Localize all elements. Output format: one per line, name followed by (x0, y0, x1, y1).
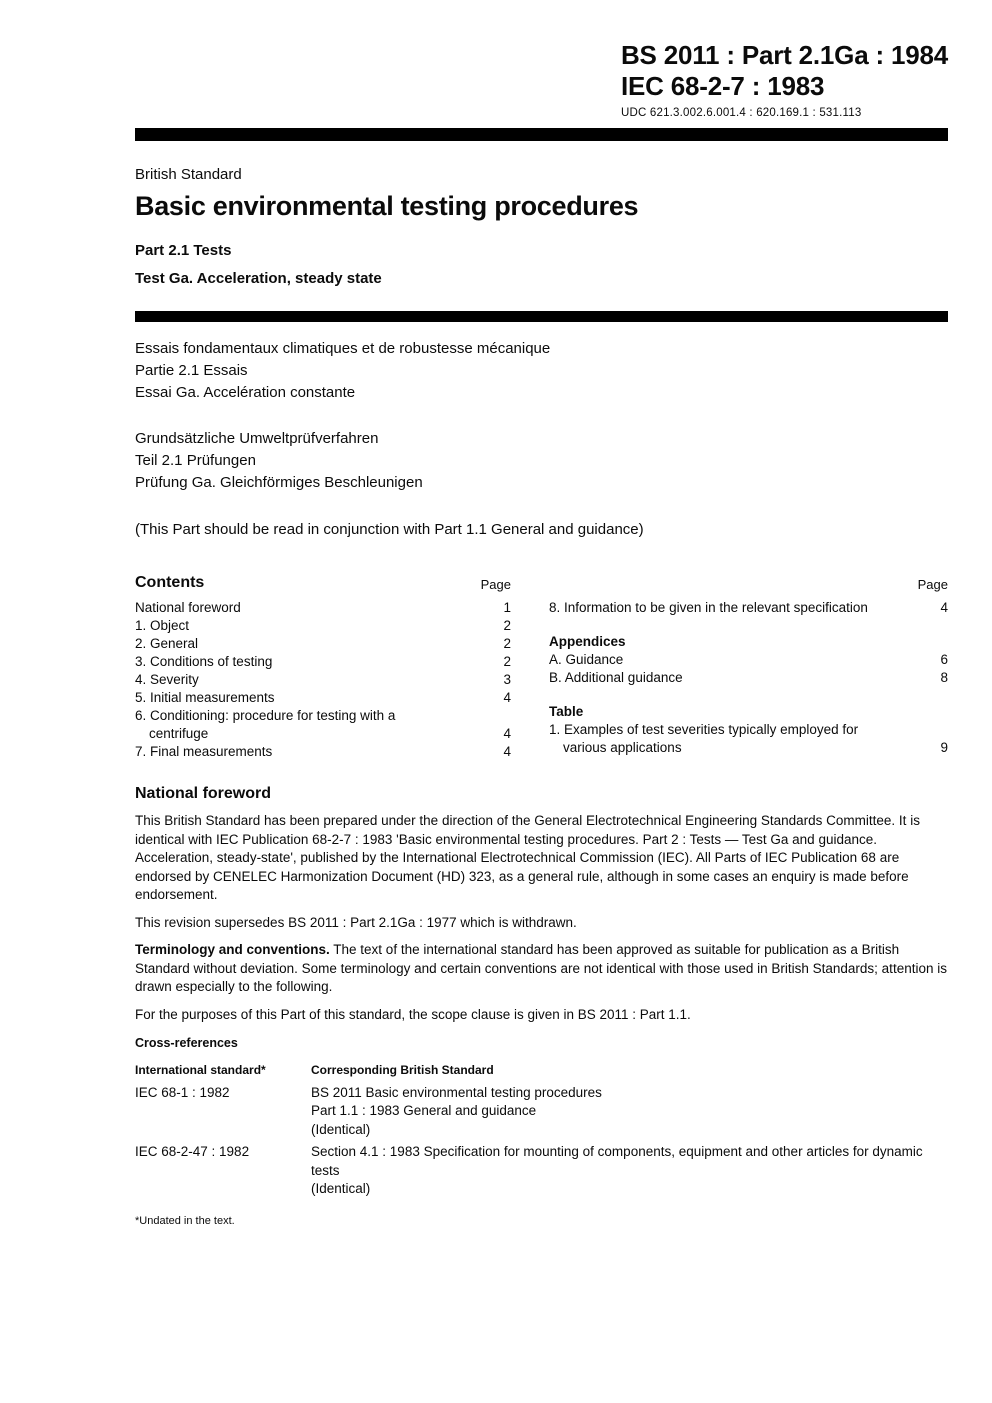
divider-bar-top (135, 128, 948, 141)
crossref-line: Section 4.1 : 1983 Specification for mounting of components, equipment and other articles for dynamic tests (311, 1144, 923, 1178)
divider-bar-middle (135, 311, 948, 322)
toc-item-page: 6 (940, 652, 948, 668)
toc-item-label: 1. Object (135, 618, 190, 634)
contents-heading: Contents (135, 574, 205, 592)
french-title-block (135, 338, 948, 404)
toc-item (135, 707, 511, 743)
undated-footnote: *Undated in the text. (135, 1214, 235, 1227)
iec-reference: IEC 68-2-7 : 1983 (620, 71, 825, 102)
reference-header (621, 0, 948, 128)
test-subtitle: Test Ga. Acceleration, steady state (135, 270, 382, 288)
british-standard-cell (311, 1143, 948, 1199)
contents-section (135, 572, 948, 761)
toc-item-label: 6. Conditioning: procedure for testing with a centrifuge (135, 708, 396, 742)
toc-item (549, 599, 948, 617)
foreword-paragraph-2: This revision supersedes BS 2011 : Part 2.1Ga : 1977 which is withdrawn. (135, 914, 577, 930)
crossref-col2-header: Corresponding British Standard (311, 1063, 494, 1078)
toc-item-label: 5. Initial measurements (135, 690, 275, 706)
toc-item-label: 1. Examples of test severities typically employed for various applications (549, 722, 859, 756)
toc-subhead-table: Table (549, 704, 584, 720)
crossref-line: (Identical) (311, 1121, 371, 1137)
foreword-paragraph-3 (135, 941, 948, 997)
toc-subhead-appendices: Appendices (549, 634, 626, 650)
toc-item-label: 3. Conditions of testing (135, 654, 273, 670)
intl-standard-cell: IEC 68-1 : 1982 (135, 1084, 230, 1100)
foreword-paragraph-4: For the purposes of this Part of this standard, the scope clause is given in BS 2011 : Part 1.1. (135, 1006, 691, 1022)
toc-item-page: 1 (503, 600, 511, 616)
intl-standard-cell: IEC 68-2-47 : 1982 (135, 1144, 250, 1160)
udc-number: UDC 621.3.002.6.001.4 : 620.169.1 : 531.113 (620, 107, 862, 120)
toc-item (135, 617, 511, 635)
toc-item-label: 7. Final measurements (135, 744, 273, 760)
toc-item (135, 743, 511, 761)
crossref-row (135, 1084, 948, 1140)
toc-item (549, 651, 948, 669)
toc-item-label: B. Additional guidance (549, 670, 683, 686)
terminology-body: The text of the international standard has been approved as suitable for publication as a British Standard without deviation. Some terminology and certain conventions are not identical with those used in British Standards; attention is drawn especially to the following. (135, 942, 947, 995)
toc-item-page: 2 (503, 618, 511, 634)
french-line-3: Essai Ga. Accelération constante (135, 384, 356, 402)
toc-item-page: 3 (503, 672, 511, 688)
british-standard-cell (311, 1084, 948, 1140)
part-subtitle: Part 2.1 Tests (135, 242, 232, 260)
toc-item-page: 4 (503, 690, 511, 706)
toc-item-page: 2 (503, 654, 511, 670)
page-column-label: Page (917, 577, 948, 593)
contents-right-column (549, 572, 948, 761)
toc-item-label: 8. Information to be given in the relevant specification (549, 600, 868, 616)
toc-item-label: 2. General (135, 636, 199, 652)
toc-item (135, 599, 511, 617)
bs-reference: BS 2011 : Part 2.1Ga : 1984 (620, 40, 948, 70)
page-column-label: Page (480, 577, 511, 593)
foreword-paragraph-1: This British Standard has been prepared under the direction of the General Electrotechnical Engineering Standards Committee. It is identical with IEC Publication 68-2-7 : 1983 'Basic environmental testing procedures. Part 2 : Tests — Test Ga and guidance. Acceleration, steady-state', published by the International Electrotechnical Commission (IEC). All Parts of IEC Publication 68 are endorsed by CENELEC Harmonization Document (HD) 323, as a general rule, although in some cases an enquiry is made before endorsement. (135, 813, 920, 903)
toc-item-page: 8 (940, 670, 948, 686)
contents-right-header (549, 572, 948, 592)
toc-item (135, 671, 511, 689)
toc-item (135, 689, 511, 707)
crossref-table (135, 1061, 948, 1199)
british-standard-label: British Standard (135, 166, 242, 184)
toc-item-label: 4. Severity (135, 672, 199, 688)
terminology-lead: Terminology and conventions. (135, 942, 330, 958)
crossref-line: (Identical) (311, 1181, 371, 1197)
toc-item-page: 4 (503, 726, 511, 742)
crossref-line: Part 1.1 : 1983 General and guidance (311, 1103, 537, 1119)
toc-item-label: National foreword (135, 600, 241, 616)
german-line-2: Teil 2.1 Prüfungen (135, 452, 256, 470)
crossref-line: BS 2011 Basic environmental testing procedures (311, 1084, 602, 1100)
cross-references-heading: Cross-references (135, 1036, 238, 1051)
toc-item-page: 2 (503, 636, 511, 652)
french-line-1: Essais fondamentaux climatiques et de robustesse mécanique (135, 340, 551, 358)
page-title: Basic environmental testing procedures (135, 191, 639, 222)
toc-item-page: 4 (940, 600, 948, 616)
german-line-1: Grundsätzliche Umweltprüfverfahren (135, 430, 379, 448)
toc-item (549, 721, 948, 757)
toc-item (135, 653, 511, 671)
french-line-2: Partie 2.1 Essais (135, 362, 248, 380)
toc-item (135, 635, 511, 653)
national-foreword-heading: National foreword (135, 785, 272, 803)
german-line-3: Prüfung Ga. Gleichförmiges Beschleunigen (135, 474, 423, 492)
toc-item (549, 669, 948, 687)
toc-item-page: 4 (503, 744, 511, 760)
contents-left-column (135, 572, 511, 761)
toc-item-page: 9 (940, 740, 948, 756)
toc-item-label: A. Guidance (549, 652, 624, 668)
german-title-block (135, 428, 948, 494)
crossref-row (135, 1143, 948, 1199)
contents-left-header (135, 572, 511, 592)
crossref-header-row (135, 1061, 948, 1080)
conjunction-note: (This Part should be read in conjunction with Part 1.1 General and guidance) (135, 521, 644, 539)
crossref-col1-header: International standard* (135, 1063, 266, 1078)
